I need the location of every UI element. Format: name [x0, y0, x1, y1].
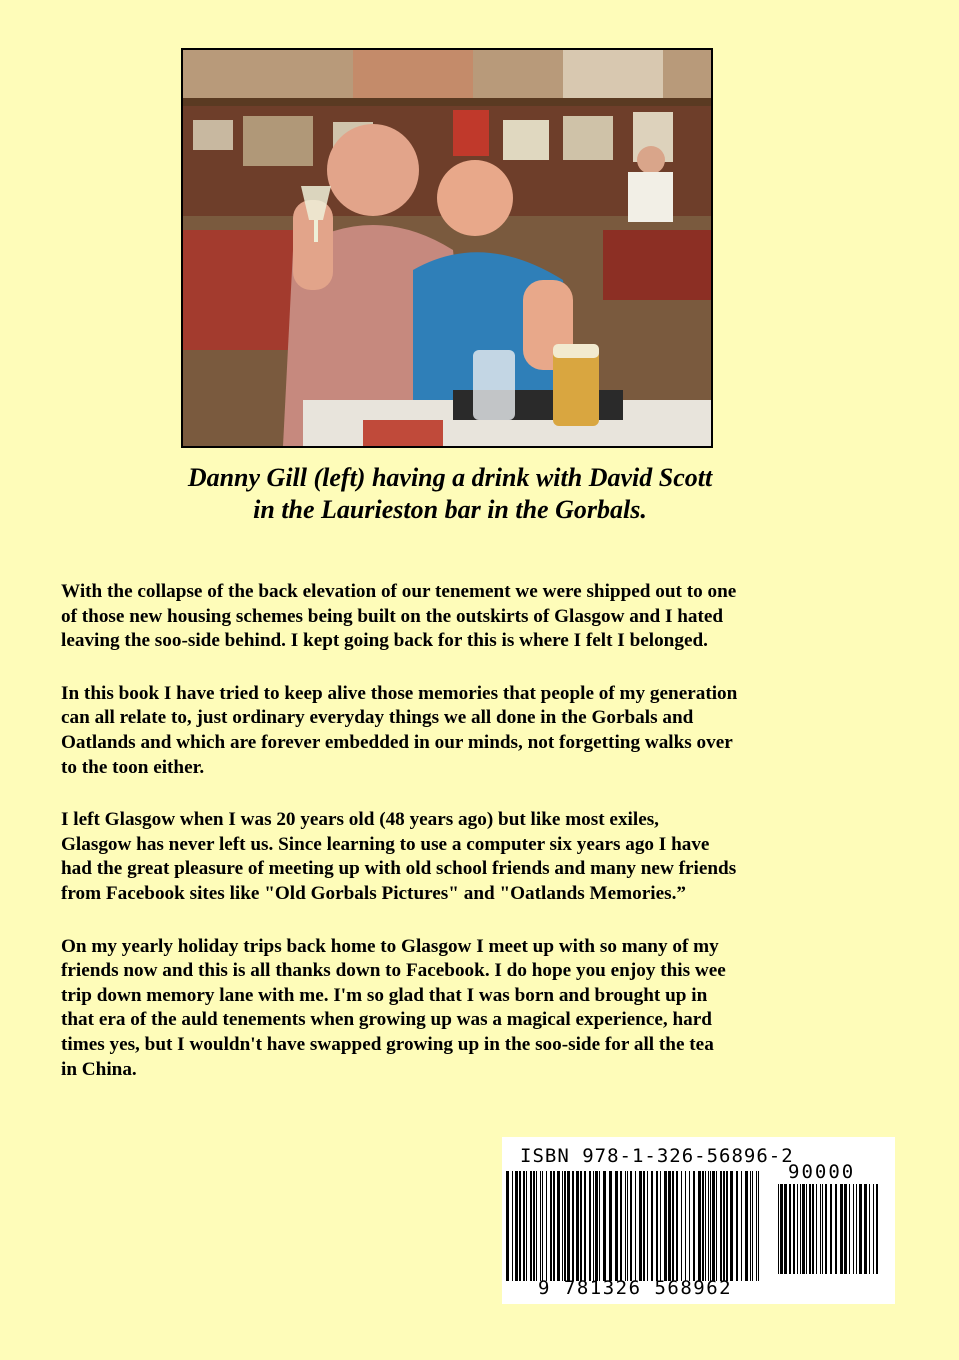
text-line: Glasgow has never left us. Since learning to use a computer six years ago I have [61, 833, 710, 855]
barcode-bar [599, 1171, 600, 1281]
barcode-bar [800, 1184, 801, 1274]
barcode-bar [625, 1171, 626, 1281]
barcode-bar [506, 1171, 509, 1281]
barcode-bar [512, 1171, 513, 1281]
barcode-bar [809, 1184, 811, 1274]
text-line: from Facebook sites like "Old Gorbals Pictures" and "Oatlands Memories.” [61, 882, 686, 904]
barcode-bar [523, 1171, 525, 1281]
paragraph-2 [61, 682, 861, 780]
barcode-bar [820, 1184, 821, 1274]
barcode-bar [553, 1171, 555, 1281]
text-line: Oatlands and which are forever embedded in our minds, not forgetting walks over [61, 731, 733, 753]
barcode-bar [572, 1171, 574, 1281]
barcode-bar [540, 1171, 541, 1281]
barcode-bar [844, 1184, 847, 1274]
barcode-bar [609, 1171, 612, 1281]
barcode-bar [672, 1171, 674, 1281]
barcode-bar [853, 1184, 854, 1274]
barcode-bar [812, 1184, 814, 1274]
barcode-bar [533, 1171, 535, 1281]
barcode-bar [584, 1171, 586, 1281]
paragraph-3 [61, 808, 861, 906]
barcode-bar [705, 1171, 706, 1281]
barcode-bar [822, 1184, 823, 1274]
barcode-bar [741, 1171, 742, 1281]
barcode-bar [830, 1184, 832, 1274]
barcode-bar [802, 1184, 805, 1274]
barcode-bar [603, 1171, 606, 1281]
barcode-bar [627, 1171, 628, 1281]
barcode-digits: 9 781326 568962 [538, 1277, 733, 1299]
barcode-bar [550, 1171, 552, 1281]
barcode-bar [635, 1171, 636, 1281]
barcode-bar [876, 1184, 878, 1274]
barcode-bar [689, 1171, 690, 1281]
cover-photo [181, 48, 713, 448]
barcode-bar [806, 1184, 807, 1274]
barcode-bar [778, 1184, 779, 1274]
photo-two-men-in-bar [183, 50, 711, 446]
barcode-bar [639, 1171, 642, 1281]
barcode-bar [651, 1171, 653, 1281]
paragraph-1 [61, 580, 861, 654]
text-line: in China. [61, 1058, 137, 1080]
barcode-bar [562, 1171, 563, 1281]
barcode-bar [589, 1171, 591, 1281]
isbn-barcode [502, 1137, 895, 1304]
barcode-bar [708, 1171, 709, 1281]
barcode-bar [660, 1171, 661, 1281]
barcode-bar [710, 1171, 711, 1281]
barcode-bar [536, 1171, 537, 1281]
barcode-bar [849, 1184, 850, 1274]
barcode-bar [542, 1171, 543, 1281]
barcode-bar [730, 1171, 733, 1281]
text-line: of those new housing schemes being built on the outskirts of Glasgow and I hated [61, 605, 724, 627]
barcode-bar [557, 1171, 560, 1281]
barcode-bar [873, 1184, 874, 1274]
text-line: trip down memory lane with me. I'm so glad that I was born and brought up in [61, 984, 708, 1006]
barcode-bar [726, 1171, 728, 1281]
barcode-bar [668, 1171, 671, 1281]
barcode-bar [780, 1184, 783, 1274]
text-line: to the toon either. [61, 756, 205, 778]
paragraph-4 [61, 935, 861, 1083]
text-line: had the great pleasure of meeting up with old school friends and many new friends [61, 858, 737, 880]
isbn-label: ISBN 978-1-326-56896-2 [520, 1145, 794, 1167]
barcode-bar [712, 1171, 715, 1281]
barcode-bar [859, 1184, 862, 1274]
barcode-bar [526, 1171, 527, 1281]
barcode-bar [515, 1171, 518, 1281]
barcode-bar [685, 1171, 686, 1281]
barcode-bar [576, 1171, 579, 1281]
blurb-text [61, 580, 861, 1110]
barcode-bar [756, 1171, 757, 1281]
barcode-bar [736, 1171, 738, 1281]
barcode-bar [630, 1171, 632, 1281]
barcode-bar [835, 1184, 837, 1274]
barcode-bar [593, 1171, 594, 1281]
barcode-bar [793, 1184, 795, 1274]
barcode-bar [519, 1171, 521, 1281]
text-line: With the collapse of the back elevation of our tenement we were shipped out to one [61, 581, 737, 602]
photo-caption [0, 462, 900, 526]
barcode-bar [797, 1184, 798, 1274]
barcode-bar [647, 1171, 648, 1281]
price-code: 90000 [788, 1161, 856, 1183]
text-line: can all relate to, just ordinary everyday things we all done in the Gorbals and [61, 707, 694, 729]
barcode-bar [758, 1171, 759, 1281]
barcode-bar [595, 1171, 598, 1281]
barcode-bar [723, 1171, 725, 1281]
barcode-bar [789, 1184, 791, 1274]
barcode-bar [676, 1171, 678, 1281]
barcode-bars [502, 1171, 764, 1281]
barcode-bar [580, 1171, 582, 1281]
barcode-bar [620, 1171, 622, 1281]
barcode-bar [681, 1171, 682, 1281]
text-line: On my yearly holiday trips back home to Glasgow I meet up with so many of my [61, 935, 719, 957]
barcode-bar [752, 1171, 753, 1281]
barcode-bar [567, 1171, 570, 1281]
caption-line-1: Danny Gill (left) having a drink with David Scott [187, 463, 713, 492]
barcode-bar [720, 1171, 722, 1281]
barcode-bar [546, 1171, 547, 1281]
barcode-bar [702, 1171, 704, 1281]
barcode-bar [869, 1184, 870, 1274]
barcode-bar [656, 1171, 658, 1281]
barcode-bar [664, 1171, 667, 1281]
barcode-bar [784, 1184, 787, 1274]
barcode-bar [864, 1184, 867, 1274]
barcode-bar [716, 1171, 717, 1281]
barcode-bar [816, 1184, 817, 1274]
barcode-bar [825, 1184, 827, 1274]
text-line: In this book I have tried to keep alive those memories that people of my generation [61, 682, 738, 704]
caption-line-2: in the Laurieston bar in the Gorbals. [253, 495, 647, 524]
barcode-bar [530, 1171, 532, 1281]
barcode-bar [615, 1171, 618, 1281]
text-line: I left Glasgow when I was 20 years old (48 years ago) but like most exiles, [61, 809, 659, 831]
barcode-bar [750, 1171, 751, 1281]
barcode-bar [643, 1171, 645, 1281]
barcode-bar [693, 1171, 695, 1281]
barcode-bar [856, 1184, 857, 1274]
barcode-bar [698, 1171, 701, 1281]
text-line: that era of the auld tenements when growing up was a magical experience, hard [61, 1009, 712, 1031]
addon-barcode-bars [774, 1184, 884, 1294]
barcode-bar [840, 1184, 843, 1274]
barcode-bar [745, 1171, 748, 1281]
text-line: friends now and this is all thanks down to Facebook. I do hope you enjoy this wee [61, 960, 726, 982]
barcode-bar [564, 1171, 566, 1281]
text-line: leaving the soo-side behind. I kept going back for this is where I felt I belonged. [61, 630, 708, 652]
text-line: times yes, but I wouldn't have swapped growing up in the soo-side for all the tea [61, 1033, 714, 1055]
